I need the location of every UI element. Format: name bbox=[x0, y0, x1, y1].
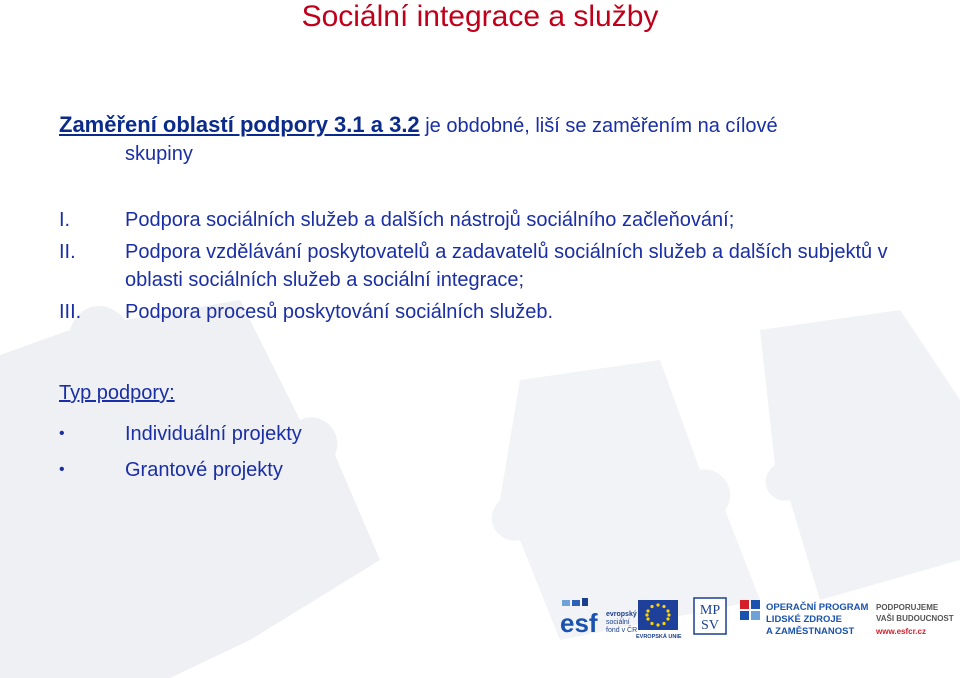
mpsv-logo bbox=[694, 598, 726, 634]
list-item-text: Individuální projekty bbox=[125, 423, 302, 445]
esf-logo-text: esf bbox=[560, 608, 598, 638]
bullet-icon: • bbox=[59, 461, 65, 478]
priority-number: II. bbox=[59, 241, 76, 263]
support-type-list bbox=[59, 416, 302, 488]
priority-text: Podpora vzdělávání poskytovatelů a zadavatelů sociálních služeb a dalších subjektů v oblasti sociálních služeb a sociální integrace; bbox=[125, 241, 888, 291]
svg-text:PODPORUJEME: PODPORUJEME bbox=[876, 603, 939, 612]
priority-list bbox=[59, 206, 939, 330]
list-item bbox=[59, 416, 302, 452]
intro-highlight: Zaměření oblastí podpory 3.1 a 3.2 bbox=[59, 112, 420, 137]
list-item bbox=[59, 452, 302, 488]
svg-text:evropský: evropský bbox=[606, 611, 637, 618]
slide-title: Sociální integrace a služby bbox=[301, 0, 659, 33]
svg-text:fond v ČR: fond v ČR bbox=[606, 627, 638, 634]
svg-text:OPERAČNÍ PROGRAM: OPERAČNÍ PROGRAM bbox=[766, 602, 869, 613]
list-item-text: Grantové projekty bbox=[125, 459, 283, 481]
priority-number: III. bbox=[59, 301, 82, 323]
priority-item bbox=[59, 298, 939, 326]
svg-text:MP: MP bbox=[699, 603, 721, 618]
support-type-heading: Typ podpory: bbox=[59, 382, 175, 404]
svg-text:EVROPSKÁ UNIE: EVROPSKÁ UNIE bbox=[636, 634, 682, 640]
priority-item bbox=[59, 238, 939, 294]
slogan-block bbox=[875, 603, 954, 636]
svg-text:SV: SV bbox=[701, 618, 719, 633]
intro-continuation: skupiny bbox=[125, 143, 193, 165]
priority-number: I. bbox=[59, 209, 71, 231]
priority-text: Podpora procesů poskytování sociálních služeb. bbox=[125, 301, 554, 323]
intro-rest: je obdobné, liší se zaměřením na cílové bbox=[419, 115, 778, 137]
esf-logo bbox=[560, 598, 637, 638]
intro-paragraph bbox=[59, 110, 939, 167]
web-link: www.esfcr.cz bbox=[876, 627, 926, 636]
op-lzz-logo bbox=[740, 600, 868, 637]
svg-text:sociální: sociální bbox=[606, 619, 630, 626]
svg-text:VAŠI BUDOUCNOST: VAŠI BUDOUCNOST bbox=[876, 614, 954, 623]
svg-text:A ZAMĚSTNANOST: A ZAMĚSTNANOST bbox=[766, 626, 855, 637]
priority-text: Podpora sociálních služeb a dalších nástrojů sociálního začleňování; bbox=[125, 209, 735, 231]
eu-flag-logo bbox=[636, 600, 682, 640]
priority-item bbox=[59, 206, 939, 234]
logo-strip bbox=[558, 594, 960, 642]
svg-text:LIDSKÉ ZDROJE: LIDSKÉ ZDROJE bbox=[766, 614, 843, 625]
bullet-icon: • bbox=[59, 425, 65, 442]
